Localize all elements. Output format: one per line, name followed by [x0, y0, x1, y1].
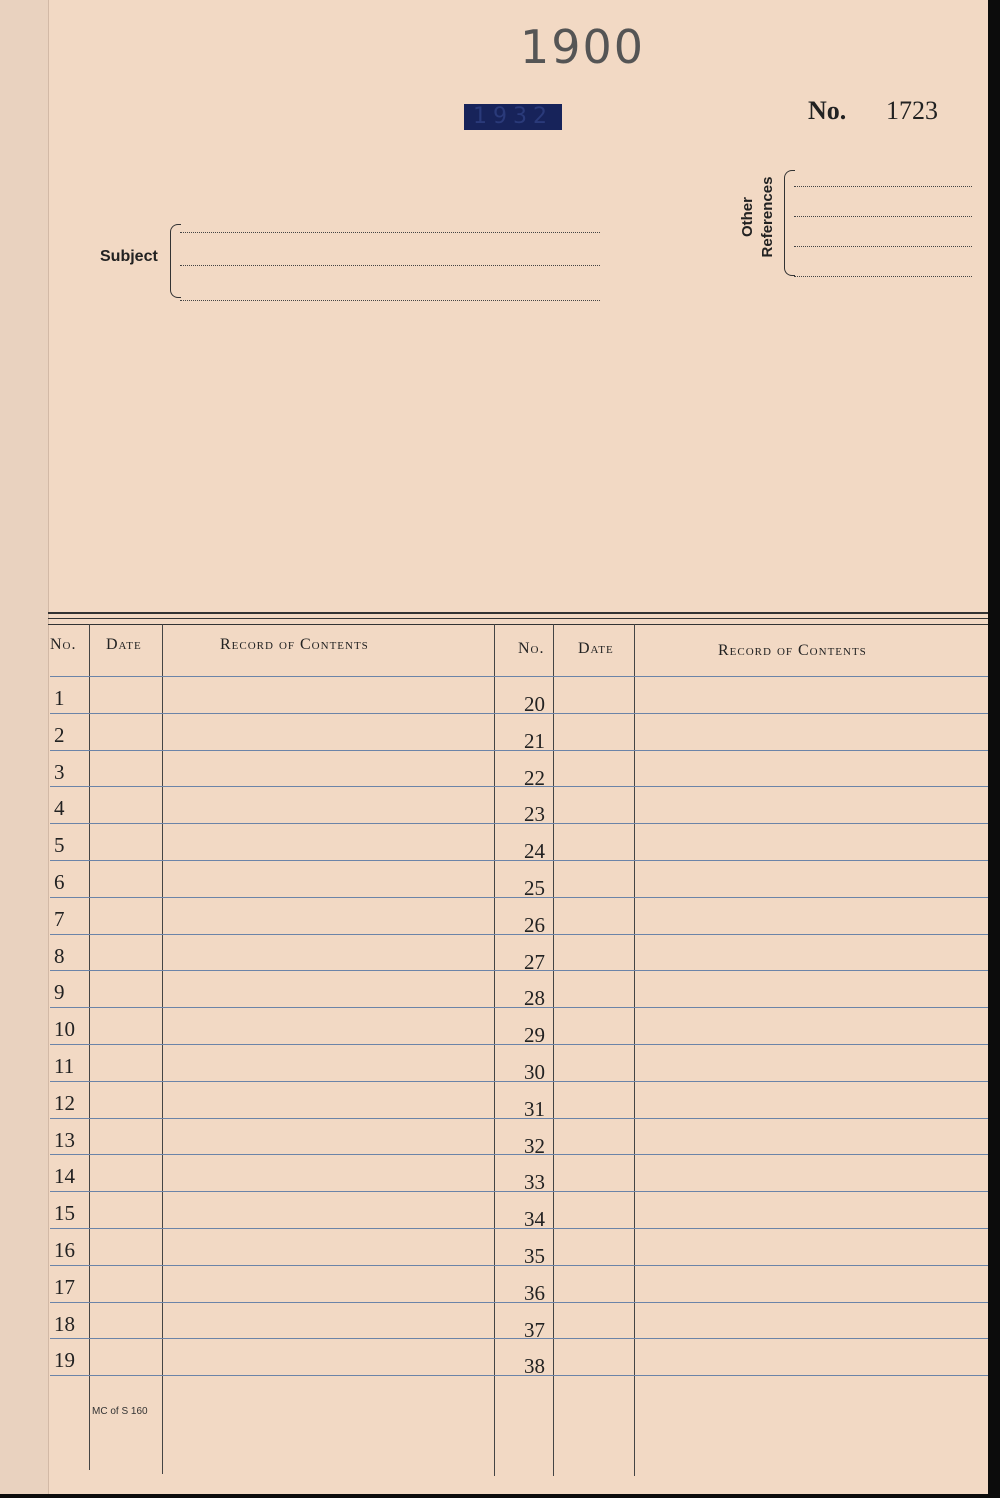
right-row-number: 21: [524, 728, 545, 753]
row-line: [50, 1154, 988, 1155]
number-mark: No.: [808, 96, 847, 125]
left-row-number: 10: [54, 1017, 75, 1042]
right-row-number: 33: [524, 1170, 545, 1195]
row-line: [50, 823, 988, 824]
left-no-header: No.: [50, 636, 77, 653]
right-row-number: 36: [524, 1280, 545, 1305]
row-line: [50, 750, 988, 751]
right-row-number: 35: [524, 1244, 545, 1268]
row-line: [50, 786, 988, 787]
col-line-right-date: [634, 624, 635, 1476]
right-row-number: 31: [524, 1096, 545, 1121]
row-line: [50, 713, 988, 714]
right-row-number: 24: [524, 839, 545, 864]
right-row-number: 23: [524, 802, 545, 827]
row-line: [50, 1302, 988, 1303]
obscured-year: 1932: [464, 104, 562, 130]
right-row-number: 22: [524, 765, 545, 790]
subject-line-1[interactable]: [180, 232, 600, 233]
left-row-number: 18: [54, 1311, 75, 1336]
left-row-number: 16: [54, 1238, 75, 1262]
col-line-left-no: [89, 624, 90, 1470]
right-record-header: Record of Contents: [718, 642, 867, 659]
row-line: [50, 1191, 988, 1192]
right-date-header: Date: [578, 640, 614, 657]
right-row-number: 27: [524, 949, 545, 974]
row-line: [50, 1081, 988, 1082]
left-row-number: 11: [54, 1054, 75, 1078]
other-references-line-4[interactable]: [794, 276, 972, 277]
left-row-number: 7: [54, 906, 65, 931]
right-row-number: 38: [524, 1354, 545, 1379]
right-row-number: 28: [524, 986, 545, 1011]
row-line: [50, 860, 988, 861]
table-top-rule: [48, 612, 988, 614]
other-references-line-3[interactable]: [794, 246, 972, 247]
other-references-label-line2: References: [759, 176, 776, 258]
row-line: [50, 1265, 988, 1266]
left-row-number: 6: [54, 870, 65, 894]
header-underline: [50, 676, 988, 677]
col-line-left-record: [494, 624, 495, 1476]
stamp-year: 1900: [520, 20, 646, 74]
subject-bracket: [170, 224, 181, 298]
left-row-number: 1: [54, 686, 65, 710]
other-references-label-line1: Other: [739, 197, 756, 238]
right-no-header: No.: [518, 640, 545, 657]
row-line: [50, 970, 988, 971]
row-line: [50, 1338, 988, 1339]
left-row-number: 9: [54, 980, 65, 1005]
right-row-number: 20: [524, 692, 545, 716]
left-row-number: 2: [54, 722, 65, 747]
row-line: [50, 934, 988, 935]
left-row-number: 15: [54, 1201, 75, 1226]
left-date-header: Date: [106, 636, 142, 653]
right-row-number: 26: [524, 912, 545, 937]
left-row-number: 13: [54, 1127, 75, 1152]
other-references-line-2[interactable]: [794, 216, 972, 217]
table-top-rule-2: [48, 618, 988, 619]
row-line: [50, 1375, 988, 1376]
left-row-number: 14: [54, 1164, 75, 1189]
form-code: MC of S 160: [92, 1406, 148, 1417]
row-line: [50, 1044, 988, 1045]
row-line: [50, 897, 988, 898]
binding-strip: [0, 0, 49, 1494]
right-row-number: 29: [524, 1023, 545, 1048]
left-row-number: 8: [54, 943, 65, 968]
left-row-number: 12: [54, 1090, 75, 1115]
left-row-number: 17: [54, 1274, 75, 1299]
left-row-number: 3: [54, 759, 65, 784]
row-line: [50, 1228, 988, 1229]
right-row-number: 30: [524, 1060, 545, 1084]
right-row-number: 25: [524, 876, 545, 900]
other-references-line-1[interactable]: [794, 186, 972, 187]
subject-line-2[interactable]: [180, 265, 600, 266]
left-record-header: Record of Contents: [220, 636, 369, 653]
col-line-right-no: [553, 624, 554, 1476]
row-line: [50, 1007, 988, 1008]
right-row-number: 37: [524, 1317, 545, 1342]
subject-line-3[interactable]: [180, 300, 600, 301]
left-row-number: 5: [54, 833, 65, 858]
right-row-number: 32: [524, 1133, 545, 1158]
row-line: [50, 1118, 988, 1119]
left-row-number: 19: [54, 1348, 75, 1373]
other-references-label: [738, 162, 782, 272]
left-row-number: 4: [54, 796, 65, 821]
table-top-rule-3: [48, 624, 988, 625]
right-row-number: 34: [524, 1207, 545, 1232]
col-line-left-date: [162, 624, 163, 1474]
file-number: 1723: [886, 96, 938, 125]
subject-label: Subject: [100, 248, 158, 265]
